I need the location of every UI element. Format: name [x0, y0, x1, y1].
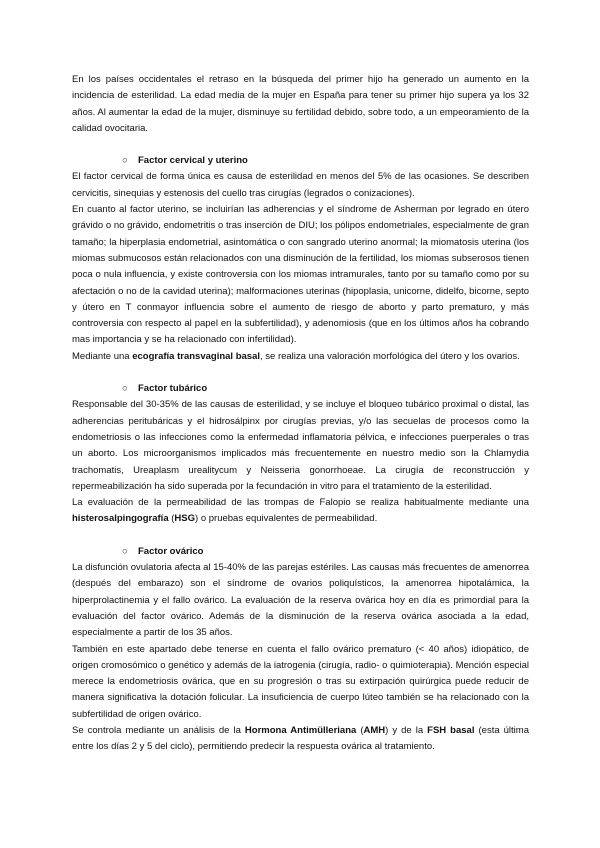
section-heading-cervical: ○ Factor cervical y uterino — [72, 153, 529, 169]
document-page — [72, 72, 529, 756]
section-heading-tubarico: ○ Factor tubárico — [72, 381, 529, 397]
ovarico-paragraph-1: La disfunción ovulatoria afecta al 15-40% de las parejas estériles. Las causas más frecuentes de amenorrea (después del embarazo) son el síndrome de ovarios poliquísticos, la amenorrea hipotalámica, la hiperprolactinemia y el fallo ovárico. La evaluación de la reserva ovárica hoy en día es primordial para la evaluación del factor ovárico. Además de la disminución de la reserva ovárica asociada a la edad, especialmente a partir de los 35 años. — [72, 562, 529, 639]
tubarico-paragraph-1: Responsable del 30-35% de las causas de esterilidad, y se incluye el bloqueo tubárico proximal o distal, las adherencias peritubáricas y el hidrosálpinx por cirugías previas, y/o las secuelas de procesos como la endometriosis o las infecciones como la enfermedad inflamatoria pélvica, e infecciones puerperales o tras un aborto. Los microorganismos implicados más frecuentemente en nuestro medio son la Chlamydia trachomatis, Ureaplasm urealitycum y Neisseria gonorrhoeae. La cirugía de reconstrucción y repermeabilización ha sido superada por la fecundación in vitro para el tratamiento de la esterilidad. — [72, 399, 529, 492]
cervical-paragraph-3: Mediante una ecografía transvaginal basal, se realiza una valoración morfológica del útero y los ovarios. — [72, 350, 520, 362]
ovarico-paragraph-3: Se controla mediante un análisis de la Hormona Antimülleriana (AMH) y de la FSH basal (esta última entre los días 2 y 5 del ciclo), permitiendo predecir la respuesta ovárica al tratamiento. — [72, 724, 529, 753]
tubarico-paragraph-2: La evaluación de la permeabilidad de las trompas de Falopio se realiza habitualmente mediante una histerosalpingografía (HSG) o pruebas equivalentes de permeabilidad. — [72, 497, 529, 525]
ovarico-paragraph-2: También en este apartado debe tenerse en cuenta el fallo ovárico prematuro (< 40 años) idiopático, de origen cromosómico o genético y además de la iatrogenia (cirugía, radio- o quimioterapia). Mención especial merece la endometriosis ovárica, que en su progresión o tras su extirpación quirúrgica puede reducir de manera significativa la dotación folicular. La insuficiencia de cuerpo lúteo también se ha relacionado con la subfertilidad de origen ovárico. — [72, 643, 529, 720]
bullet-icon: ○ — [122, 383, 128, 395]
intro-paragraph: En los países occidentales el retraso en la búsqueda del primer hijo ha generado un aumento en la incidencia de esterilidad. La edad media de la mujer en España para tener su primer hijo supera ya los 32 años. Al aumentar la edad de la mujer, disminuye su fertilidad debido, sobre todo, a un empeoramiento de la calidad ovocitaria. — [72, 74, 529, 134]
bullet-icon: ○ — [122, 545, 128, 557]
cervical-paragraph-2: En cuanto al factor uterino, se incluirían las adherencias y el síndrome de Asherman por legrado en útero grávido o no grávido, endometritis o tras inserción de DIU; los pólipos endometriales, especialmente de gran tamaño; la hiperplasia endometrial, asintomática o con sangrado uterino anormal; la miomatosis uterina (los miomas submucosos están relacionados con una disminución de la fertilidad, los miomas subserosos tienen poca o nula influencia, y existe controversia con los miomas intramurales, tanto por su tamaño como por su afectación o no de la cavidad uterina); malformaciones uterinas (hipoplasia, unicorne, didelfo, bicorne, septo y útero en T conmayor influencia sobre el aumento de riesgo de aborto y parto prematuro, y más controversia con respecto al papel en la subfertilidad), y adenomiosis (que en los últimos años ha cobrando mas importancia y se ha relacionado con infertilidad). — [72, 204, 529, 346]
section-heading-ovarico: ○ Factor ovárico — [72, 544, 529, 560]
cervical-paragraph-1: El factor cervical de forma única es causa de esterilidad en menos del 5% de las ocasiones. Se describen cervicitis, sinequias y estenosis del cuello tras cirugías (legrados o conizaciones). — [72, 171, 529, 199]
bullet-icon: ○ — [122, 155, 128, 167]
